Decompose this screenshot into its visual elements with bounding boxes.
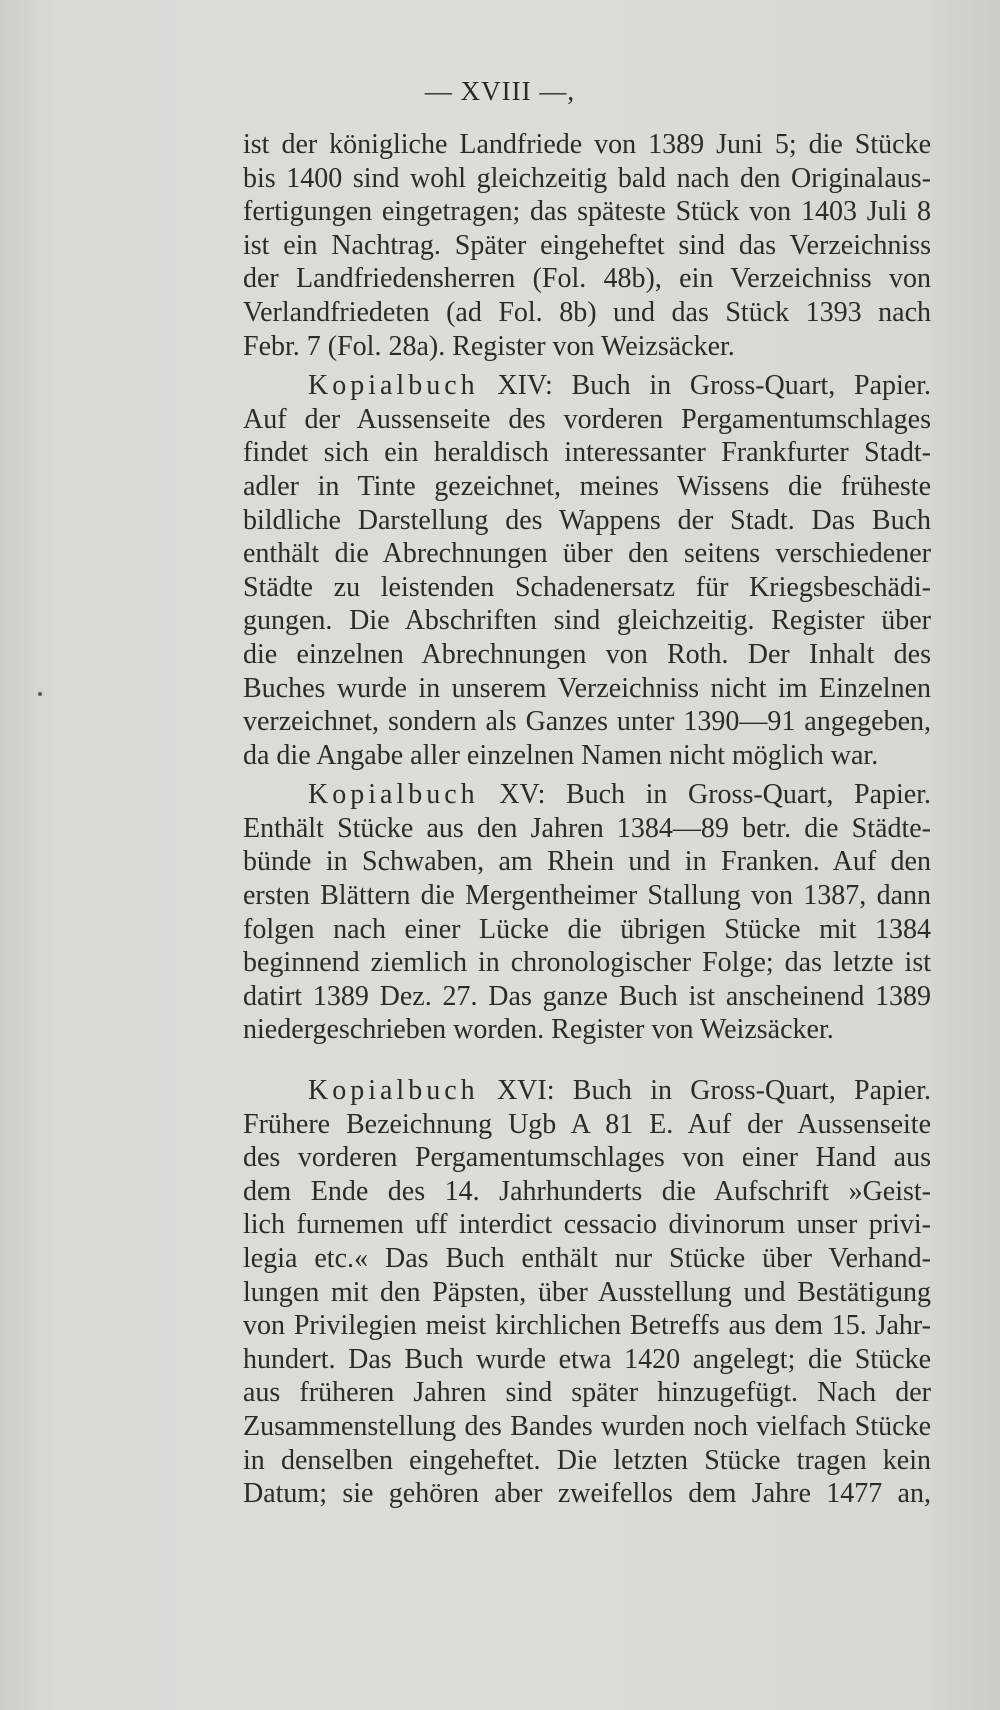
text-line: datirt 1389 Dez. 27. Das ganze Buch ist anscheinend 1389	[243, 980, 931, 1012]
text-line: niedergeschrieben worden. Register von Weizsäcker.	[243, 1014, 834, 1046]
text-line: des vorderen Pergamentumschlages von einer Hand aus	[243, 1142, 931, 1174]
text-line: hundert. Das Buch wurde etwa 1420 angelegt; die Stücke	[243, 1343, 931, 1375]
text-line: Zusammenstellung des Bandes wurden noch vielfach Stücke	[243, 1410, 931, 1442]
text-line: Verlandfriedeten (ad Fol. 8b) und das Stück 1393 nach	[243, 296, 931, 328]
paragraph-kopialbuch-xv	[243, 778, 931, 1047]
text-line: aus früheren Jahren sind später hinzugefügt. Nach der	[243, 1377, 931, 1409]
text-line: Frühere Bezeichnung Ugb A 81 E. Auf der Aussenseite	[243, 1108, 931, 1140]
text-line: Buches wurde in unserem Verzeichniss nicht im Einzelnen	[243, 672, 931, 704]
text-line: adler in Tinte gezeichnet, meines Wissens die früheste	[243, 470, 931, 502]
body-text	[243, 128, 931, 1511]
paragraph-landfriede	[243, 128, 931, 363]
text-line: XIV: Buch in Gross-Quart, Papier.	[478, 370, 931, 402]
paragraph-heading-line	[243, 778, 931, 812]
text-line: Datum; sie gehören aber zweifellos dem Jahre 1477 an,	[243, 1478, 931, 1510]
text-line: bis 1400 sind wohl gleichzeitig bald nach den Originalaus-	[243, 162, 931, 194]
paragraph-heading: Kopialbuch	[308, 1075, 479, 1107]
text-line: beginnend ziemlich in chronologischer Folge; das letzte ist	[243, 947, 931, 979]
text-line: Febr. 7 (Fol. 28a). Register von Weizsäcker.	[243, 330, 735, 362]
text-line: XV: Buch in Gross-Quart, Papier.	[478, 779, 931, 811]
paragraph-heading: Kopialbuch	[308, 370, 479, 402]
paragraph-kopialbuch-xiv	[243, 369, 931, 772]
text-line: bünde in Schwaben, am Rhein und in Franken. Auf den	[243, 846, 931, 878]
text-line: ersten Blättern die Mergentheimer Stallung von 1387, dann	[243, 880, 931, 912]
text-line: gungen. Die Abschriften sind gleichzeitig. Register über	[243, 605, 931, 637]
text-line: in denselben eingeheftet. Die letzten Stücke tragen kein	[243, 1444, 931, 1476]
text-line: lich furnemen uff interdict cessacio divinorum unser privi-	[243, 1209, 931, 1241]
text-line: Auf der Aussenseite des vorderen Pergamentumschlages	[243, 403, 931, 435]
text-line: legia etc.« Das Buch enthält nur Stücke über Verhand-	[243, 1243, 931, 1274]
paragraph-kopialbuch-xvi	[243, 1074, 931, 1511]
text-line: ist der königliche Landfriede von 1389 Juni 5; die Stücke	[243, 129, 931, 160]
text-line: Städte zu leistenden Schadenersatz für Kriegsbeschädi-	[243, 571, 931, 603]
text-line: enthält die Abrechnungen über den seitens verschiedener	[243, 538, 931, 570]
text-line: verzeichnet, sondern als Ganzes unter 1390—91 angegeben,	[243, 706, 931, 738]
text-line: folgen nach einer Lücke die übrigen Stücke mit 1384	[243, 913, 931, 945]
text-line: dem Ende des 14. Jahrhunderts die Aufschrift »Geist-	[243, 1175, 931, 1207]
paragraph-heading: Kopialbuch	[308, 779, 479, 811]
text-line: XVI: Buch in Gross-Quart, Papier.	[478, 1075, 931, 1107]
text-line: bildliche Darstellung des Wappens der Stadt. Das Buch	[243, 504, 931, 536]
text-line: der Landfriedensherren (Fol. 48b), ein Verzeichniss von	[243, 263, 931, 295]
text-line: von Privilegien meist kirchlichen Betreffs aus dem 15. Jahr-	[243, 1310, 931, 1342]
text-line: die einzelnen Abrechnungen von Roth. Der Inhalt des	[243, 638, 931, 670]
text-line: Enthält Stücke aus den Jahren 1384—89 betr. die Städte-	[243, 812, 931, 844]
text-line: ist ein Nachtrag. Später eingeheftet sind das Verzeichniss	[243, 229, 931, 261]
paragraph-heading-line	[243, 369, 931, 403]
text-line: da die Angabe aller einzelnen Namen nicht möglich war.	[243, 739, 879, 771]
paper-speck	[38, 692, 42, 696]
paragraph-heading-line	[243, 1074, 931, 1108]
text-line: fertigungen eingetragen; das späteste Stück von 1403 Juli 8	[243, 196, 931, 228]
page-number: — XVIII —,	[424, 76, 576, 106]
text-line: findet sich ein heraldisch interessanter Frankfurter Stadt-	[243, 437, 931, 469]
text-line: lungen mit den Päpsten, über Ausstellung und Bestätigung	[243, 1276, 931, 1308]
